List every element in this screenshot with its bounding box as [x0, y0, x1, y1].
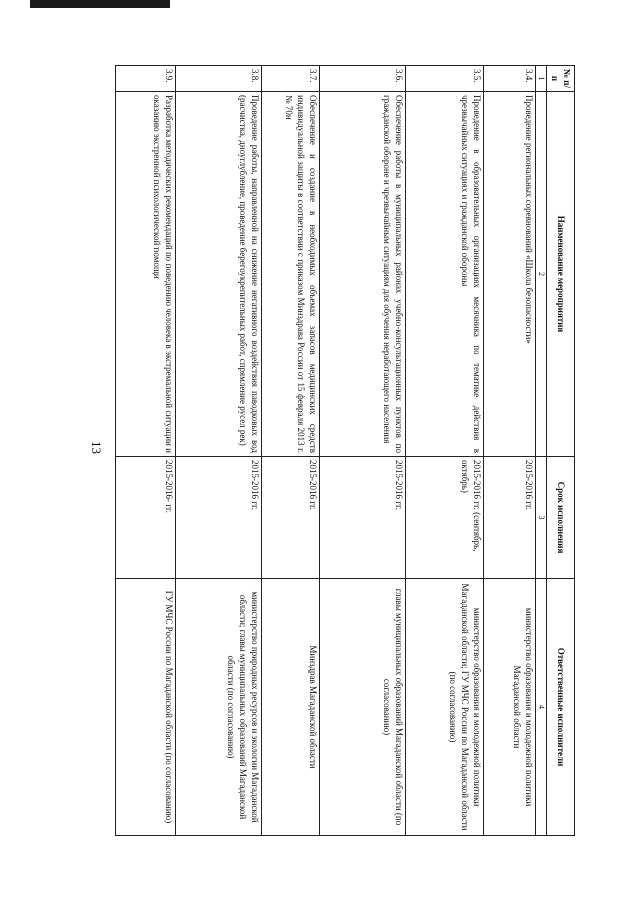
table-row — [483, 66, 535, 836]
measures-table — [115, 65, 575, 836]
row-term: 2015-2016 гг. (сентябрь, октябрь) — [405, 457, 483, 579]
row-action: Проведение региональных соревнований «Школа безопасности» — [483, 92, 535, 457]
row-number: 3.8. — [175, 66, 261, 92]
row-responsible: министерство природных ресурсов и экологии Магаданской области; главы муниципальных образований Магаданской области (по согласованию) — [175, 579, 261, 836]
column-number: 1 — [535, 66, 546, 92]
row-number: 3.5. — [405, 66, 483, 92]
row-responsible: министерство образования и молодежной политики Магаданской области; ГУ МЧС России по Магаданской области (по согласованию) — [405, 579, 483, 836]
table-row — [116, 66, 176, 836]
header-term: Срок исполнения — [547, 457, 575, 579]
row-action: Проведение работы, направленной на снижение негативного воздействия паводковых вод (расчистка, дноуглубление, проведение берегоукрепительных работ, спрямление русел рек) — [175, 92, 261, 457]
scan-edge-mark — [30, 0, 170, 8]
row-action: Разработка методических рекомендаций по поведению человека в экстремальной ситуации и оказанию экстренной психологической помощи — [116, 92, 176, 457]
row-responsible: министерство образования и молодежной политики Магаданской области — [483, 579, 535, 836]
row-number: 3.4. — [483, 66, 535, 92]
row-term: 2015-2016 гг. — [261, 457, 319, 579]
row-number: 3.7. — [261, 66, 319, 92]
row-number: 3.6. — [319, 66, 405, 92]
table-row — [405, 66, 483, 836]
row-term: 2015-2016 гг. — [483, 457, 535, 579]
table-row — [319, 66, 405, 836]
row-responsible: главы муниципальных образований Магаданской области (по согласованию) — [319, 579, 405, 836]
row-action: Проведение в образовательных организациях месячника по тематике действия в чрезвычайных ситуациях и гражданской обороны — [405, 92, 483, 457]
table-row — [175, 66, 261, 836]
column-number: 3 — [535, 457, 546, 579]
row-term: 2015-2016 гг. — [319, 457, 405, 579]
column-number: 2 — [535, 92, 546, 457]
row-term: 2015-2016- гг. — [116, 457, 176, 579]
row-responsible: Минздрав Магаданской области — [261, 579, 319, 836]
rotated-table-wrapper — [115, 65, 575, 835]
row-action: Обеспечение работы в муниципальных районах учебно-консультационных пунктов по гражданской обороне и чрезвычайным ситуациям для обучения неработающего населения — [319, 92, 405, 457]
header-responsible: Ответственные исполнители — [547, 579, 575, 836]
page-number: 13 — [89, 441, 104, 454]
header-number: № п/п — [547, 66, 575, 92]
row-responsible: ГУ МЧС России по Магаданской области (по согласованию) — [116, 579, 176, 836]
table-row — [261, 66, 319, 836]
row-number: 3.9. — [116, 66, 176, 92]
row-term: 2015-2016 гг. — [175, 457, 261, 579]
table-header-row — [547, 66, 575, 836]
column-number-row — [535, 66, 546, 836]
row-action: Обеспечение и создание в необходимых объемах запасов медицинских средств индивидуальной защиты в соответствии с приказом Минздрава России от 15 февраля 2013 г. № 70н — [261, 92, 319, 457]
header-action: Наименование мероприятия — [547, 92, 575, 457]
column-number: 4 — [535, 579, 546, 836]
